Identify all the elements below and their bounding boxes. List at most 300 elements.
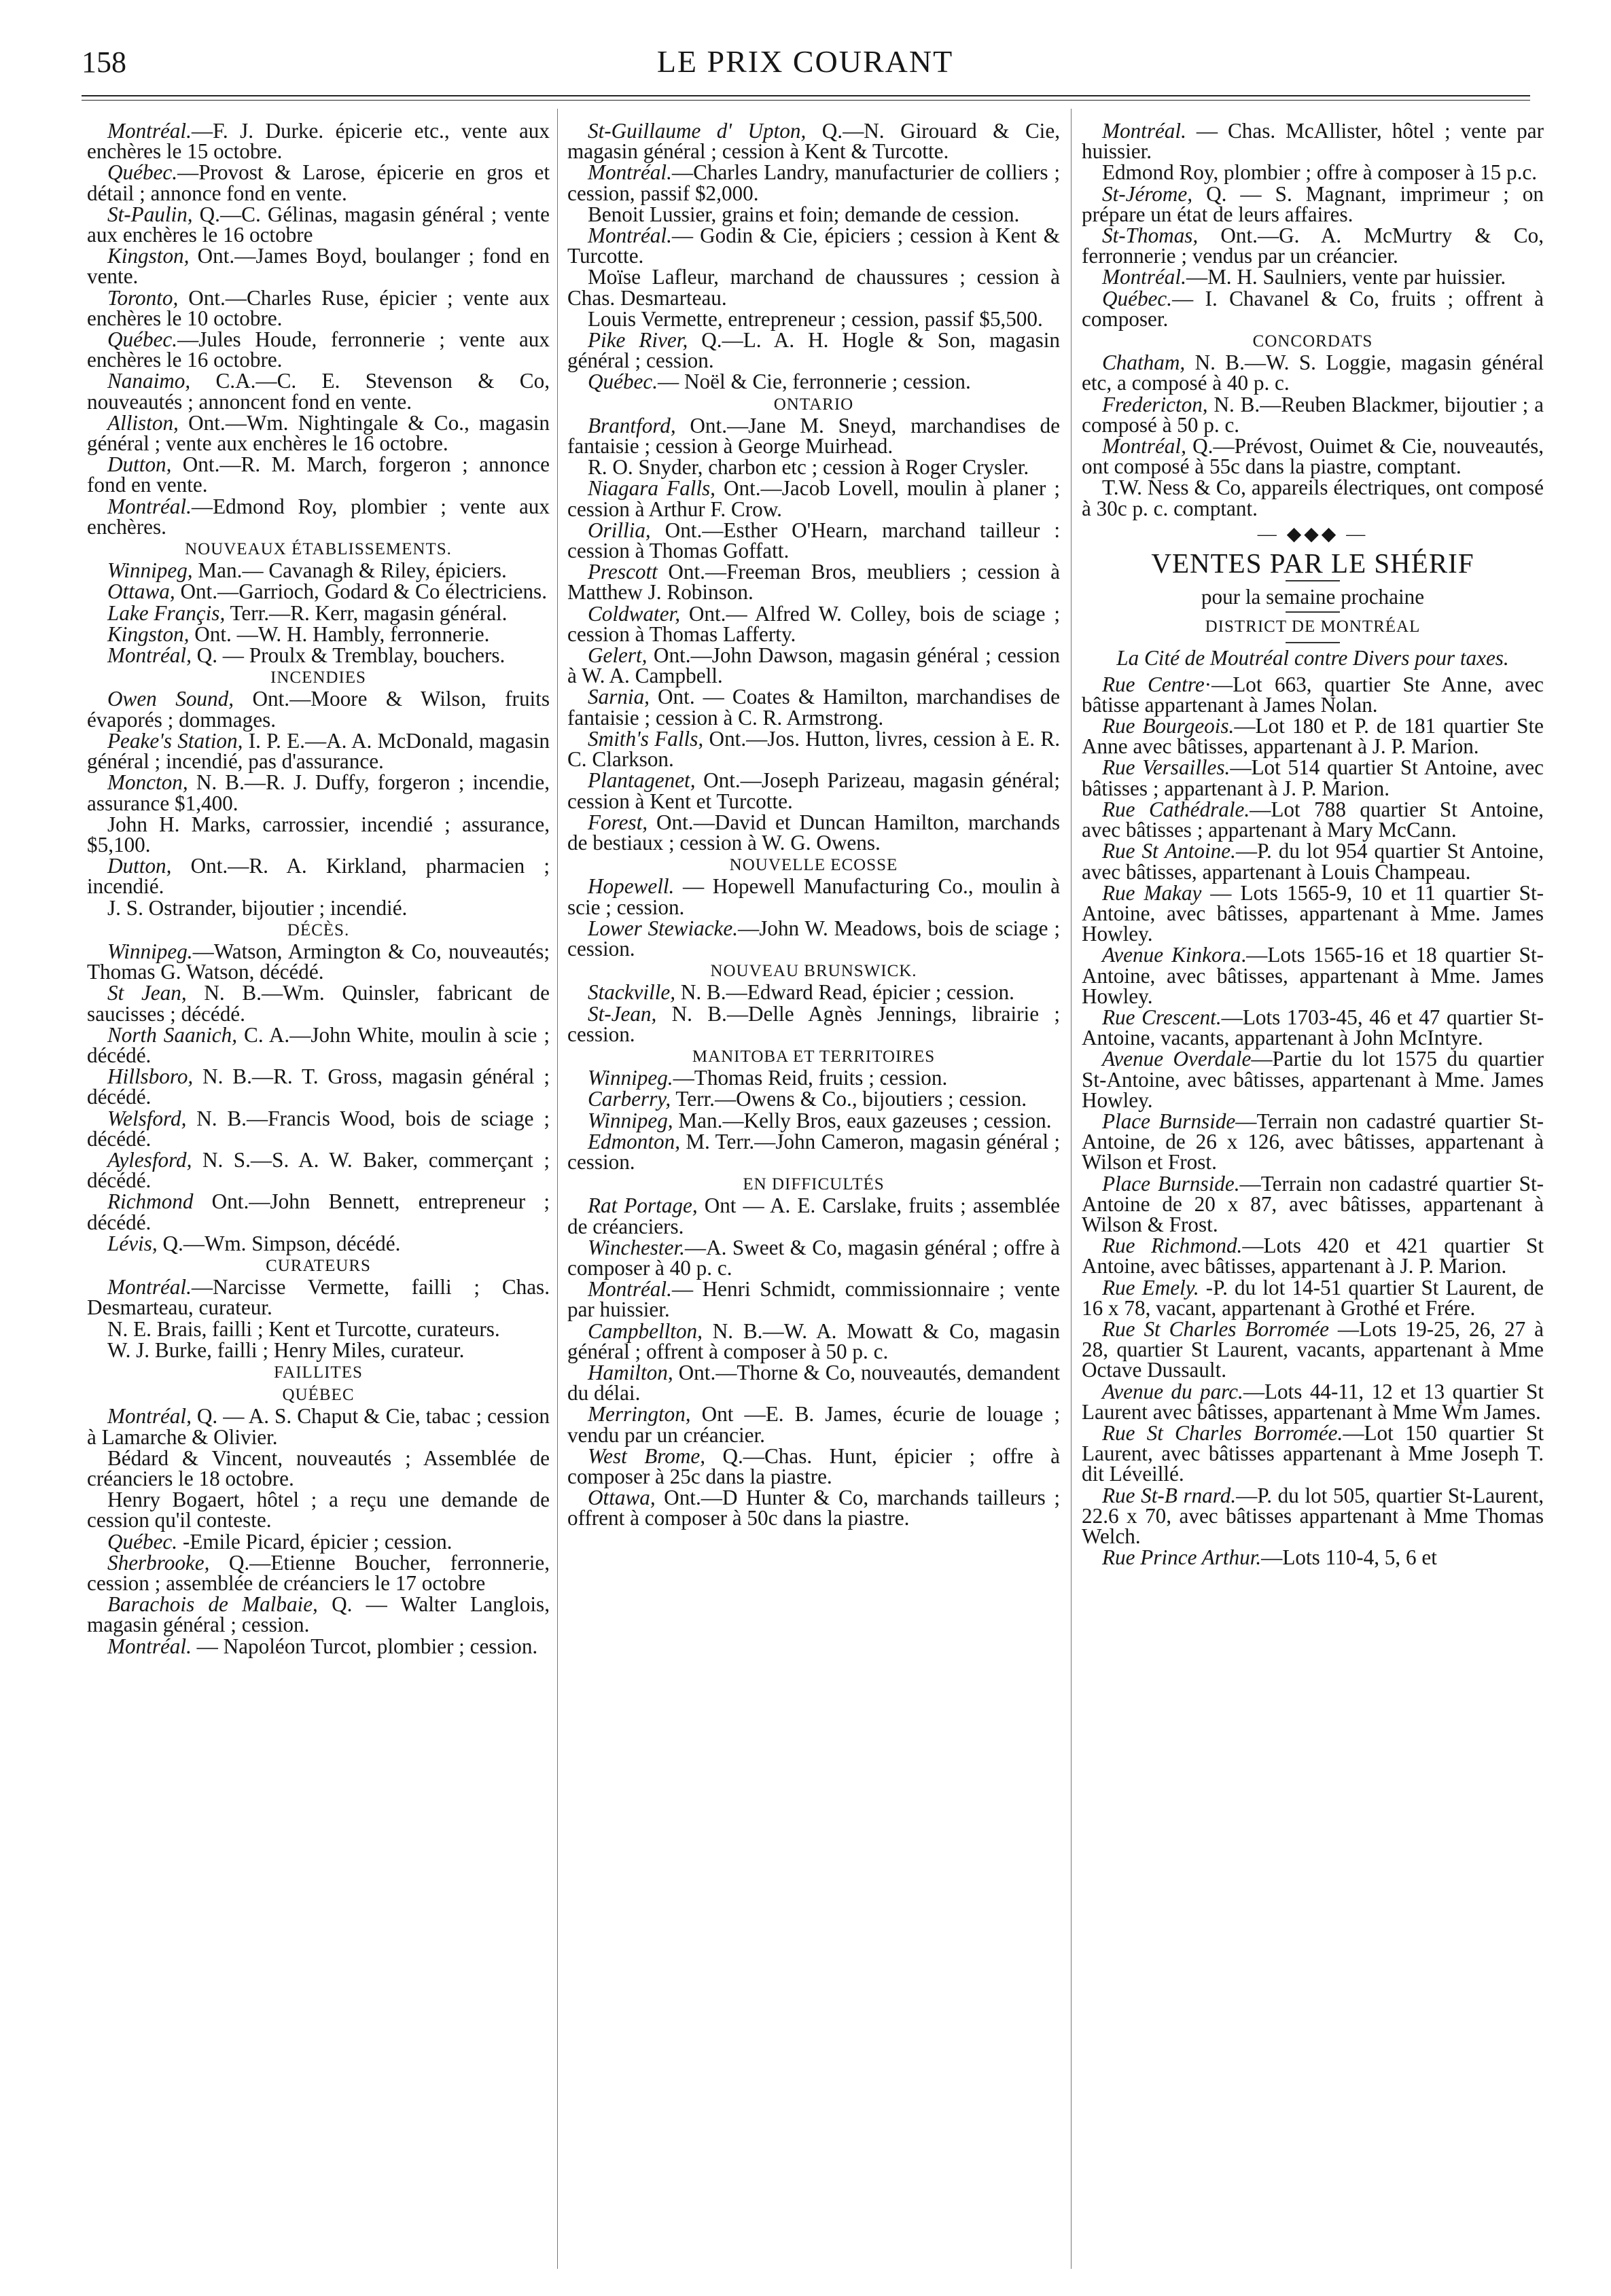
listing-text: N. E. Brais, failli ; Kent et Turcotte, curateurs. (107, 1316, 500, 1341)
place-name: Montréal. (588, 223, 672, 248)
ornament-divider: — ◆◆◆ — (1257, 523, 1368, 545)
listing-text: N. B.—Reuben Blackmer, bijoutier ; a composé à 50 p. c. (1082, 392, 1544, 437)
place-name: Rue Richmond. (1102, 1234, 1243, 1258)
section-heading: DISTRICT DE MONTRÉAL (1205, 617, 1421, 636)
listing-entry (87, 1191, 550, 1232)
listing-entry (1082, 945, 1544, 1007)
listing-text: Ont.—Jane M. Sneyd, marchandises de fantaisie ; cession à George Muirhead. (567, 413, 1060, 459)
listing-entry (567, 267, 1060, 308)
page-title: LE PRIX COURANT (656, 44, 954, 79)
listing-entry (567, 457, 1060, 478)
listing-text: — Hopewell Manufacturing Co., moulin à scie ; cession. (567, 874, 1060, 919)
listing-text: Q. — S. Magnant, imprimeur ; on prépare un état de leurs affaires. (1082, 181, 1544, 226)
listing-entry (1082, 1236, 1544, 1276)
section-heading: CONCORDATS (1252, 332, 1373, 351)
place-name: Place Burnside. (1102, 1171, 1240, 1196)
place-name: Dutton, (107, 452, 172, 477)
section-heading: NOUVEAUX ÉTABLISSEMENTS. (185, 540, 452, 559)
listing-text: N. B.—W. A. Mowatt & Co, magasin général ; offrent à composer à 50 p. c. (567, 1319, 1060, 1363)
listing-text: Ont.—John Bennett, entrepreneur ; décédé. (87, 1189, 550, 1234)
listing-text: -P. du lot 14-51 quartier St Laurent, de 16 x 78, vacant, appartenant à Grothé et Frére. (1082, 1275, 1544, 1320)
listing-text: —Terrain non cadastré quartier St-Antoine de 20 x 87, avec bâtisses, appartenant à Wilson & Frost. (1082, 1171, 1544, 1236)
listing-text: Q.—C. Gélinas, magasin général ; vente aux enchères le 16 octobre (87, 202, 550, 247)
listing-entry (1082, 1171, 1544, 1236)
listing-text: Ont. — Coates & Hamilton, marchandises de fantaisie ; cession à C. R. Armstrong. (567, 685, 1060, 730)
place-name: St-Guillaume d' Upton, (588, 121, 807, 143)
listing-entry (567, 478, 1060, 519)
listing-entry (87, 1594, 550, 1635)
listing-entry (87, 371, 550, 412)
place-name: North Saanich, (107, 1022, 238, 1047)
place-name: Montréal. (107, 494, 192, 518)
listing-text: Ont.—James Boyd, boulanger ; fond en vente. (87, 244, 550, 289)
place-name: Coldwater, (588, 601, 681, 626)
place-name: Montréal. (588, 1277, 672, 1302)
listing-entry (1082, 353, 1544, 393)
place-name: Rue Cathédrale. (1102, 797, 1250, 821)
section-heading: FAILLITES (274, 1363, 363, 1382)
listing-entry (87, 121, 550, 162)
place-name: Merrington, (588, 1402, 691, 1427)
section-heading: INCENDIES (270, 668, 366, 687)
place-name: Montréal. (107, 1275, 192, 1299)
listing-entry (1082, 797, 1544, 842)
section-heading: CURATEURS (266, 1256, 371, 1275)
listing-entry (87, 772, 550, 813)
listing-entry (87, 1231, 550, 1255)
listing-text: —Provost & Larose, épicerie en gros et détail ; annonce fond en vente. (87, 160, 550, 205)
listing-text: —Narcisse Vermette, failli ; Chas. Desmarteau, curateur. (87, 1275, 550, 1320)
place-name: St-Thomas, (1102, 223, 1199, 248)
place-name: Montréal. (1102, 121, 1186, 143)
listing-text: Q. — Proulx & Tremblay, bouchers. (191, 643, 506, 668)
listing-text: N. B.—Delle Agnès Jennings, librairie ; cession. (567, 1001, 1060, 1046)
header-rule-top (82, 95, 1530, 96)
listing-text: Q.—Chas. Hunt, épicier ; offre à composer à 25c dans la piastre. (567, 1443, 1060, 1488)
listing-entry (567, 330, 1060, 371)
listing-entry (567, 413, 1060, 459)
listing-text: Ont.—Charles Ruse, épicier ; vente aux enchères le 10 octobre. (87, 285, 550, 330)
listing-entry (87, 581, 550, 602)
listing-entry (567, 1404, 1060, 1445)
listing-text: I. P. E.—A. A. McDonald, magasin général ; incendié, pas d'assurance. (87, 728, 550, 774)
place-name: Winnipeg, (107, 558, 193, 583)
listing-entry (567, 162, 1060, 203)
listing-text: J. S. Ostrander, bijoutier ; incendié. (107, 895, 408, 920)
listing-text: Ont.—Moore & Wilson, fruits évaporés ; dommages. (87, 687, 550, 732)
listing-text: —P. du lot 954 quartier St Antoine, avec bâtisses, appartenant à Louis Champeau. (1082, 839, 1544, 884)
listing-text: Ont.—R. M. March, forgeron ; annonce fond en vente. (87, 452, 550, 497)
place-name: St Jean, (107, 981, 187, 1005)
listing-entry (567, 121, 1060, 162)
short-rule (1286, 642, 1340, 643)
listing-entry (87, 895, 550, 920)
section-title: VENTES PAR LE SHÉRIF (1151, 548, 1474, 579)
listing-text: Q.—N. Girouard & Cie, magasin général ; cession à Kent & Turcotte. (567, 121, 1060, 164)
listing-text: Ont.— Alfred W. Colley, bois de sciage ; cession à Thomas Lafferty. (567, 601, 1060, 646)
listing-entry (87, 1529, 550, 1554)
place-name: Rue Versailles. (1102, 755, 1231, 780)
place-name: Winchester. (588, 1235, 685, 1259)
listing-entry (567, 1108, 1060, 1132)
column-divider-left (557, 109, 558, 2269)
listing-text: Ont.—Joseph Parizeau, magasin général; cession à Kent et Turcotte. (567, 768, 1060, 813)
section-heading: ONTARIO (773, 395, 854, 414)
case-title: La Cité de Moutréal contre Divers pour taxes. (1116, 645, 1509, 670)
listing-entry (567, 306, 1060, 331)
listing-text: — Henri Schmidt, commissionnaire ; vente par huissier. (567, 1277, 1060, 1322)
listing-text: —Lot 180 et P. de 181 quartier Ste Anne avec bâtisses, appartenant à J. P. Marion. (1082, 714, 1544, 759)
listing-text: Ont.—Esther O'Hearn, marchand tailleur : cession à Thomas Goffatt. (567, 518, 1060, 563)
listing-entry (87, 1316, 550, 1341)
listing-entry (87, 1066, 550, 1107)
listing-entry (567, 1360, 1060, 1405)
listing-text: —Partie du lot 1575 du quartier St-Antoine, avec bâtisses, appartenant à Mme. James Howley. (1082, 1047, 1544, 1112)
page-header (82, 42, 1529, 90)
place-name: Rue Emely. (1102, 1275, 1199, 1299)
listing-entry (567, 982, 1060, 1003)
listing-text: R. O. Snyder, charbon etc ; cession à Roger Crysler. (588, 455, 1029, 480)
place-name: Peake's Station, (107, 728, 243, 753)
listing-text: Man.—Kelly Bros, eaux gazeuses ; cession. (673, 1108, 1052, 1132)
listing-text: Ont.—John Dawson, magasin général ; cession à W. A. Campbell. (567, 643, 1060, 688)
listing-text: Ont.—Jos. Hutton, livres, cession à E. R. C. Clarkson. (567, 726, 1060, 772)
listing-entry (87, 410, 550, 456)
place-name: Forest, (588, 810, 648, 834)
listing-entry (1082, 1379, 1544, 1424)
listing-text: N. B.—Wm. Quinsler, fabricant de saucisses ; décédé. (87, 981, 550, 1026)
place-name: Brantford, (588, 413, 676, 437)
listing-entry (87, 941, 550, 982)
listing-text: — Godin & Cie, épiciers ; cession à Kent & Turcotte. (567, 223, 1060, 268)
listing-entry (567, 1089, 1060, 1109)
place-name: Sarnia, (588, 685, 650, 709)
listing-text: Q. — Walter Langlois, magasin général ; cession. (87, 1592, 550, 1637)
listing-entry (567, 770, 1060, 811)
listing-entry (567, 204, 1060, 225)
listing-entry (567, 687, 1060, 728)
listing-entry (87, 1406, 550, 1447)
listing-entry (567, 520, 1060, 561)
listing-entry (1082, 181, 1544, 226)
listing-text: Terr.—R. Kerr, magasin général. (225, 600, 508, 625)
listing-text: —F. J. Durke. épicerie etc., vente aux enchères le 15 octobre. (87, 121, 550, 164)
listing-entry (87, 1106, 550, 1151)
listing-entry (87, 1147, 550, 1193)
place-name: Pike River, (588, 328, 688, 353)
listing-entry (1082, 267, 1544, 287)
listing-entry (1082, 1483, 1544, 1548)
place-name: Rue St-B rnard. (1102, 1483, 1237, 1507)
listing-text: Ont.—Wm. Nightingale & Co., magasin général ; vente aux enchères le 16 octobre. (87, 410, 550, 456)
listing-text: Edmond Roy, plombier ; offre à composer à 15 p.c. (1102, 160, 1538, 185)
place-name: Québec. (1102, 286, 1173, 310)
place-name: Orillia, (588, 518, 651, 542)
place-name: Québec. (107, 1529, 178, 1554)
listing-entry (567, 812, 1060, 853)
place-name: Aylesford, (107, 1147, 192, 1172)
listing-text: —Lot 514 quartier St Antoine, avec bâtisses ; appartenant à J. P. Marion. (1082, 755, 1544, 800)
listing-text: N. B.—R. T. Gross, magasin général ; décédé. (87, 1064, 550, 1109)
place-name: Toronto, (107, 285, 179, 310)
listing-text: Benoit Lussier, grains et foin; demande de cession. (588, 202, 1020, 226)
listing-entry (567, 1443, 1060, 1488)
listing-entry (87, 814, 550, 855)
listing-text: John H. Marks, carrossier, incendié ; assurance, $5,100. (87, 812, 550, 857)
column-right (1082, 121, 1544, 2288)
listing-text: —Lots 19-25, 26, 27 à 28, quartier St Laurent, vacants, appartenant à Mme Octave Dussault. (1082, 1316, 1544, 1382)
place-name: Ottawa, (588, 1486, 656, 1510)
listing-text: N. S.—S. A. W. Baker, commerçant ; décédé. (87, 1147, 550, 1193)
place-name: Rat Portage, (588, 1194, 698, 1218)
place-name: Winnipeg. (588, 1066, 673, 1090)
listing-entry (87, 1277, 550, 1318)
listing-entry (1082, 223, 1544, 268)
listing-entry (567, 645, 1060, 686)
listing-text: Man.— Cavanagh & Riley, épiciers. (192, 558, 507, 583)
place-name: Montréal. (588, 160, 672, 185)
place-name: Dutton, (107, 854, 172, 878)
listing-entry (87, 600, 550, 625)
listing-entry (567, 1235, 1060, 1280)
place-name: St-Paulin, (107, 202, 193, 226)
column-middle (567, 121, 1060, 2288)
place-name: Montréal, (107, 643, 192, 668)
listing-entry (567, 1001, 1060, 1046)
listing-text: Henry Bogaert, hôtel ; a reçu une demande de cession qu'il conteste. (87, 1488, 550, 1532)
listing-entry (1082, 841, 1544, 882)
listing-entry (87, 204, 550, 245)
listing-entry (1082, 1316, 1544, 1382)
listing-text: Q.—Etienne Boucher, ferronnerie, cession ; assemblée de créanciers le 17 octobre (87, 1550, 550, 1596)
listing-entry (1082, 121, 1544, 162)
listing-text: Ont.—David et Duncan Hamilton, marchands de bestiaux ; cession à W. G. Owens. (567, 810, 1060, 855)
listing-entry (1082, 286, 1544, 331)
listing-entry (1082, 1111, 1544, 1173)
short-rule (1286, 580, 1340, 581)
listing-text: —Lots 110-4, 5, 6 et (1261, 1545, 1437, 1570)
listing-entry (87, 246, 550, 287)
listing-entry (87, 329, 550, 370)
listing-text: .—Lots 1565-16 et 18 quartier St-Antoine, avec bâtisses, appartenant à Mme. James Howley. (1082, 943, 1544, 1008)
listing-entry (567, 1488, 1060, 1528)
place-name: Welsford, (107, 1106, 187, 1130)
listing-text: M. Terr.—John Cameron, magasin général ; cession. (567, 1129, 1060, 1174)
place-name: Avenue Overdale (1102, 1047, 1252, 1071)
place-name: Hamilton, (588, 1360, 673, 1384)
listing-text: T.W. Ness & Co, appareils électriques, ont composé à 30c p. c. comptant. (1082, 476, 1544, 520)
column-left (87, 121, 550, 2288)
place-name: Québec. (107, 327, 178, 352)
listing-text: Louis Vermette, entrepreneur ; cession, passif $5,500. (588, 306, 1043, 331)
place-name: Campbellton, (588, 1319, 703, 1343)
listing-text: — Chas. McAllister, hôtel ; vente par huissier. (1082, 121, 1544, 164)
listing-text: — I. Chavanel & Co, fruits ; offrent à composer. (1082, 286, 1544, 331)
place-name: Barachois de Malbaie, (107, 1592, 318, 1617)
place-name: Smith's Falls, (588, 726, 704, 751)
header-rule-bottom (82, 100, 1530, 101)
listing-text: Terr.—Owens & Co., bijoutiers ; cession. (671, 1087, 1027, 1111)
place-name: Chatham, (1102, 351, 1186, 375)
listing-text: —Lots 44-11, 12 et 13 quartier St Laurent avec bâtisses, appartenant à Mme Wm James. (1082, 1379, 1544, 1424)
section-subtitle: pour la semaine prochaine (1201, 585, 1425, 609)
place-name: Montréal. (1102, 265, 1186, 289)
place-name: Nanaimo, (107, 369, 191, 393)
listing-text: Q.—L. A. H. Hogle & Son, magasin général ; cession. (567, 328, 1060, 373)
place-name: Rue Prince Arthur. (1102, 1545, 1262, 1570)
place-name: Rue Makay (1102, 880, 1202, 905)
listing-entry (87, 856, 550, 897)
listing-entry (87, 1340, 550, 1361)
listing-entry (567, 562, 1060, 603)
place-name: Ottawa, (107, 579, 175, 604)
listing-entry (87, 1490, 550, 1530)
column-divider-right (1071, 109, 1072, 2269)
listing-entry (87, 560, 550, 581)
listing-text: Ont.—Garrioch, Godard & Co électriciens. (175, 579, 547, 604)
listing-text: —Watson, Armington & Co, nouveautés; Thomas G. Watson, décédé. (87, 939, 550, 984)
listing-entry (1082, 1420, 1544, 1486)
listing-text: —Lots 420 et 421 quartier St Antoine, avec bâtisses, appartenant à J. P. Marion. (1082, 1234, 1544, 1278)
listing-text: — Lots 1565-9, 10 et 11 quartier St-Antoine, avec bâtisses, appartenant à Mme. James Howley. (1082, 880, 1544, 946)
listing-entry (1082, 716, 1544, 757)
listing-entry (567, 601, 1060, 646)
place-name: Kingston, (107, 244, 190, 268)
place-name: St-Jérome, (1102, 181, 1193, 206)
listing-text: Moïse Lafleur, marchand de chaussures ; cession à Chas. Desmarteau. (567, 265, 1060, 310)
section-heading: EN DIFFICULTÉS (743, 1175, 885, 1194)
listing-text: — Noël & Cie, ferronnerie ; cession. (658, 370, 971, 394)
listing-entry (87, 1448, 550, 1489)
section-heading: NOUVELLE ECOSSE (729, 856, 898, 875)
place-name: Rue Crescent. (1102, 1005, 1222, 1029)
listing-entry (87, 728, 550, 774)
listing-text: —Lot 788 quartier St Antoine, avec bâtisses ; appartenant à Mary McCann. (1082, 797, 1544, 842)
listing-entry (567, 726, 1060, 772)
listing-entry (1082, 1007, 1544, 1048)
listing-entry (567, 876, 1060, 917)
listing-text: —Edmond Roy, plombier ; vente aux enchères. (87, 494, 550, 539)
place-name: St-Jean, (588, 1001, 657, 1026)
listing-text: Ont.—G. A. McMurtry & Co, ferronnerie ; vendus par un créancier. (1082, 223, 1544, 268)
place-name: Gelert, (588, 643, 648, 668)
place-name: Avenue du parc. (1102, 1379, 1243, 1403)
place-name: Rue St Charles Borromée. (1102, 1420, 1343, 1445)
listing-text: — Napoléon Turcot, plombier ; cession. (191, 1634, 538, 1658)
section-heading: QUÉBEC (282, 1386, 355, 1405)
place-name: Rue St Antoine. (1102, 839, 1236, 863)
place-name: Rue Centre (1102, 672, 1205, 696)
listing-entry (87, 285, 550, 330)
listing-entry (567, 1068, 1060, 1088)
listing-entry (1082, 162, 1544, 183)
listing-entry (1082, 1049, 1544, 1111)
place-name: Stackville, (588, 980, 676, 1005)
listing-text: —M. H. Saulniers, vente par huissier. (1186, 265, 1506, 289)
place-name: Kingston, (107, 622, 190, 646)
listing-entry (87, 689, 550, 730)
section-heading: MANITOBA ET TERRITOIRES (692, 1047, 936, 1066)
listing-entry (1082, 1547, 1544, 1568)
listing-text: N. B.—Francis Wood, bois de sciage ; décédé. (87, 1106, 550, 1151)
place-name: Lévis, (107, 1231, 158, 1255)
listing-entry (87, 454, 550, 495)
listing-text: Ont.—Thorne & Co, nouveautés, demandent du délai. (567, 1360, 1060, 1405)
listing-entry (1082, 672, 1544, 717)
listing-entry (1082, 1275, 1544, 1320)
listing-entry (87, 983, 550, 1024)
place-name: Montréal, (107, 1404, 192, 1429)
listing-text: —Lot 150 quartier St Laurent, avec bâtisses appartenant à Mme Joseph T. dit Léveillé. (1082, 1420, 1544, 1486)
listing-text: N. B.—W. S. Loggie, magasin général etc, a composé à 40 p. c. (1082, 351, 1544, 395)
listing-text: Ont.—D Hunter & Co, marchands tailleurs ; offrent à composer à 50c dans la piastre. (567, 1486, 1060, 1530)
listing-entry (87, 1022, 550, 1067)
listing-text: —Lots 1703-45, 46 et 47 quartier St-Antoine, vacants, appartenant à John McIntyre. (1082, 1005, 1544, 1050)
listing-text: -Emile Picard, épicier ; cession. (177, 1529, 453, 1554)
listing-text: —John W. Meadows, bois de sciage ; cession. (567, 916, 1060, 961)
place-name: Hopewell. (588, 874, 675, 899)
listing-text: Ont.—R. A. Kirkland, pharmacien ; incendié. (87, 854, 550, 899)
listing-text: ·—Lot 663, quartier Ste Anne, avec bâtisse appartenant à James Nolan. (1082, 672, 1544, 717)
listing-text: N. B.—R. J. Duffy, forgeron ; incendie, assurance $1,400. (87, 770, 550, 815)
listing-entry (567, 918, 1060, 959)
listing-entry (87, 645, 550, 666)
place-name: Rue St Charles Borromée (1102, 1316, 1329, 1341)
place-name: Québec. (588, 370, 658, 394)
short-rule (1286, 611, 1340, 613)
place-name: Hillsboro, (107, 1064, 194, 1089)
listing-entry (567, 223, 1060, 268)
place-name: Prescott (588, 560, 658, 584)
listing-entry (567, 1129, 1060, 1174)
listing-text: —P. du lot 505, quartier St-Laurent, 22.6 x 70, avec bâtisses appartenant à Mme Thomas Welch. (1082, 1483, 1544, 1548)
place-name: Plantagenet, (588, 768, 696, 793)
listing-entry (1082, 478, 1544, 518)
listing-text: —Terrain non cadastré quartier St-Antoine, de 26 x 126, avec bâtisses, appartenant à Wilson et Frost. (1082, 1109, 1544, 1174)
listing-text: Bédard & Vincent, nouveautés ; Assemblée de créanciers le 18 octobre. (87, 1446, 550, 1490)
place-name: Montréal. (107, 1634, 192, 1658)
place-name: Winnipeg, (588, 1108, 673, 1132)
place-name: Moncton, (107, 770, 188, 795)
place-name: Place Burnside (1102, 1109, 1236, 1133)
section-heading: NOUVEAU BRUNSWICK. (710, 962, 917, 981)
place-name: Lake Françis, (107, 600, 226, 625)
listing-text: —A. Sweet & Co, magasin général ; offre à composer à 40 p. c. (567, 1235, 1060, 1280)
listing-entry (87, 162, 550, 203)
listing-entry (1082, 757, 1544, 798)
place-name: Avenue Kinkora (1102, 943, 1241, 967)
listing-text: C.A.—C. E. Stevenson & Co, nouveautés ; annoncent fond en vente. (87, 369, 550, 414)
place-name: Winnipeg. (107, 939, 193, 963)
place-name: Richmond (107, 1189, 194, 1214)
listing-text: C. A.—John White, moulin à scie ; décédé. (87, 1022, 550, 1067)
listing-text: N. B.—Edward Read, épicier ; cession. (675, 980, 1014, 1005)
place-name: Montréal. (107, 121, 192, 143)
listing-entry (567, 1321, 1060, 1362)
listing-text: Q. — A. S. Chaput & Cie, tabac ; cession à Lamarche & Olivier. (87, 1404, 550, 1449)
listing-entry (87, 624, 550, 645)
listing-text: Ont. —W. H. Hambly, ferronnerie. (189, 622, 490, 646)
listing-text: —Charles Landry, manufacturier de colliers ; cession, passif $2,000. (567, 160, 1060, 205)
listing-text: Q.—Prévost, Ouimet & Cie, nouveautés, ont composé à 55c dans la piastre, comptant. (1082, 434, 1544, 479)
listing-entry (87, 494, 550, 539)
place-name: Rue Bourgeois. (1102, 714, 1235, 738)
listing-text: —Thomas Reid, fruits ; cession. (673, 1066, 948, 1090)
listing-entry (567, 1196, 1060, 1236)
listing-entry (1082, 436, 1544, 477)
place-name: West Brome, (588, 1443, 706, 1468)
place-name: Sherbrooke, (107, 1550, 210, 1575)
